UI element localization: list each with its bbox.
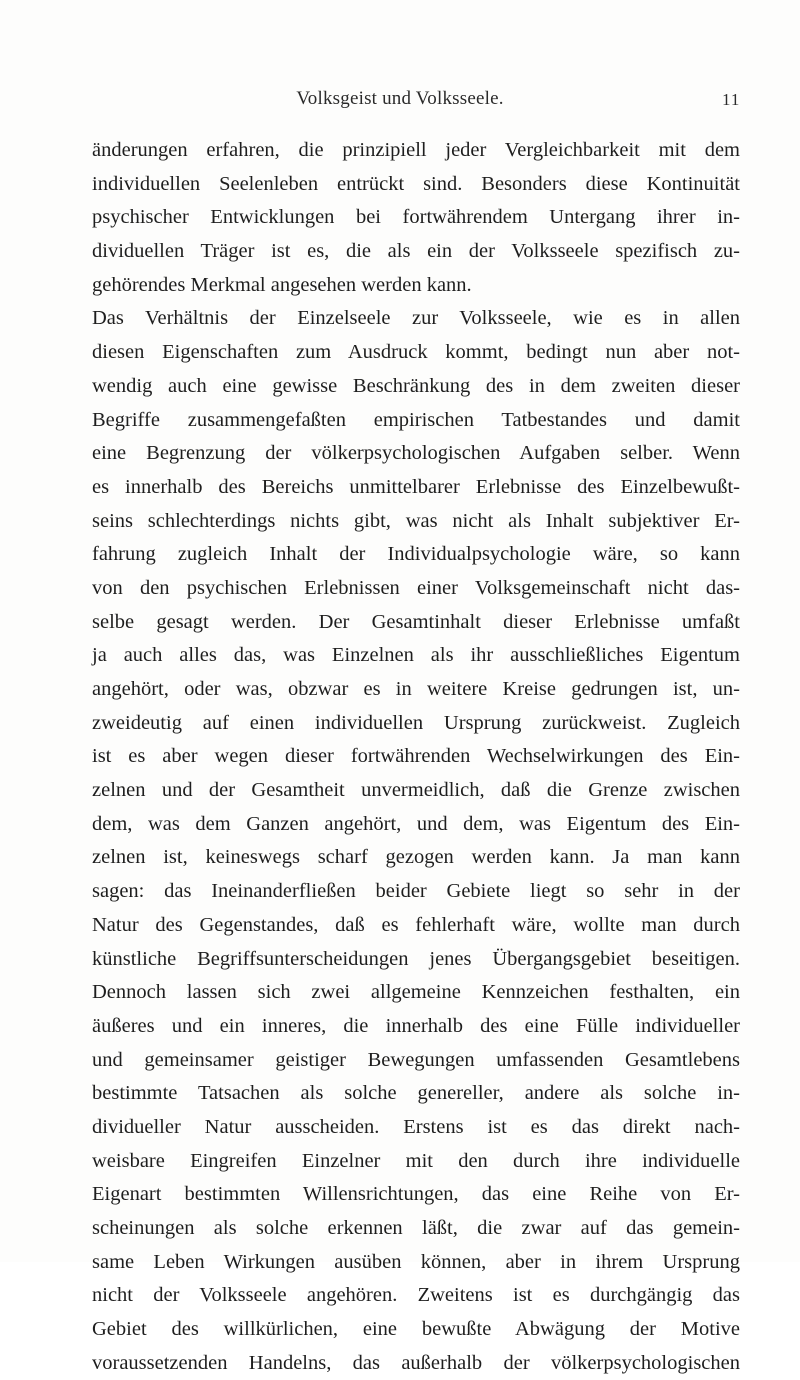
text-line: voraussetzenden Handelns, das außerhalb der völkerpsychologischen [92, 1351, 740, 1374]
text-line: gehörendes Merkmal angesehen werden kann. [92, 273, 472, 296]
text-line: ist es aber wegen dieser fortwährenden Wechselwirkungen des Ein- [92, 745, 740, 768]
text-line: weisbare Eingreifen Einzelner mit den durch ihre individuelle [92, 1149, 740, 1172]
text-line: zelnen ist, keineswegs scharf gezogen werden kann. Ja man kann [92, 846, 740, 869]
text-line: dem, was dem Ganzen angehört, und dem, was Eigentum des Ein- [92, 812, 740, 835]
text-line: Natur des Gegenstandes, daß es fehlerhaft wäre, wollte man durch [92, 913, 740, 936]
text-line: dividueller Natur ausscheiden. Erstens ist es das direkt nach- [92, 1115, 740, 1138]
text-line: fahrung zugleich Inhalt der Individualpsychologie wäre, so kann [92, 543, 740, 566]
text-line: nicht der Volksseele angehören. Zweitens ist es durchgängig das [92, 1284, 740, 1307]
text-line: äußeres und ein inneres, die innerhalb des eine Fülle individueller [92, 1014, 740, 1037]
text-line: ja auch alles das, was Einzelnen als ihr ausschließliches Eigentum [92, 644, 740, 667]
text-line: angehört, oder was, obzwar es in weitere Kreise gedrungen ist, un- [92, 678, 740, 700]
text-line: scheinungen als solche erkennen läßt, die zwar auf das gemein- [92, 1217, 740, 1239]
running-title: Volksgeist und Volksseele. [296, 88, 504, 109]
text-line: Begriffe zusammengefaßten empirischen Tatbestandes und damit [92, 408, 740, 431]
text-line: zweideutig auf einen individuellen Ursprung zurückweist. Zugleich [92, 711, 740, 734]
text-line: diesen Eigenschaften zum Ausdruck kommt, bedingt nun aber not- [92, 341, 740, 364]
text-line: eine Begrenzung der völkerpsychologischen Aufgaben selber. Wenn [92, 442, 740, 465]
text-line: psychischer Entwicklungen bei fortwährendem Untergang ihrer in- [92, 206, 740, 229]
text-line: seins schlechterdings nichts gibt, was nicht als Inhalt subjektiver Er- [92, 509, 740, 532]
text-line: bestimmte Tatsachen als solche genereller, andere als solche in- [92, 1082, 740, 1105]
text-line: wendig auch eine gewisse Beschränkung des in dem zweiten dieser [92, 374, 740, 397]
text-line: selbe gesagt werden. Der Gesamtinhalt dieser Erlebnisse umfaßt [92, 610, 740, 633]
text-line: künstliche Begriffsunterscheidungen jenes Übergangsgebiet beseitigen. [92, 947, 740, 970]
text-line: von den psychischen Erlebnissen einer Volksgemeinschaft nicht das- [92, 576, 740, 599]
text-line: same Leben Wirkungen ausüben können, aber in ihrem Ursprung [92, 1250, 740, 1273]
text-line: es innerhalb des Bereichs unmittelbarer Erlebnisse des Einzelbewußt- [92, 475, 740, 498]
text-line: Dennoch lassen sich zwei allgemeine Kennzeichen festhalten, ein [92, 981, 740, 1004]
text-line: sagen: das Ineinanderfließen beider Gebiete liegt so sehr in der [92, 880, 740, 903]
text-line: dividuellen Träger ist es, die als ein der Volksseele spezifisch zu- [92, 240, 740, 263]
body-text [92, 134, 740, 1380]
text-line: Eigenart bestimmten Willensrichtungen, das eine Reihe von Er- [92, 1183, 740, 1206]
text-line: änderungen erfahren, die prinzipiell jeder Vergleichbarkeit mit dem [92, 139, 740, 161]
text-line: und gemeinsamer geistiger Bewegungen umfassenden Gesamtlebens [92, 1048, 740, 1071]
text-line: Das Verhältnis der Einzelseele zur Volksseele, wie es in allen [92, 307, 740, 330]
page-number: 11 [722, 90, 741, 109]
text-line: individuellen Seelenleben entrückt sind. Besonders diese Kontinuität [92, 172, 740, 195]
text-line: zelnen und der Gesamtheit unvermeidlich, daß die Grenze zwischen [92, 779, 740, 802]
text-line: Gebiet des willkürlichen, eine bewußte Abwägung der Motive [92, 1318, 740, 1341]
